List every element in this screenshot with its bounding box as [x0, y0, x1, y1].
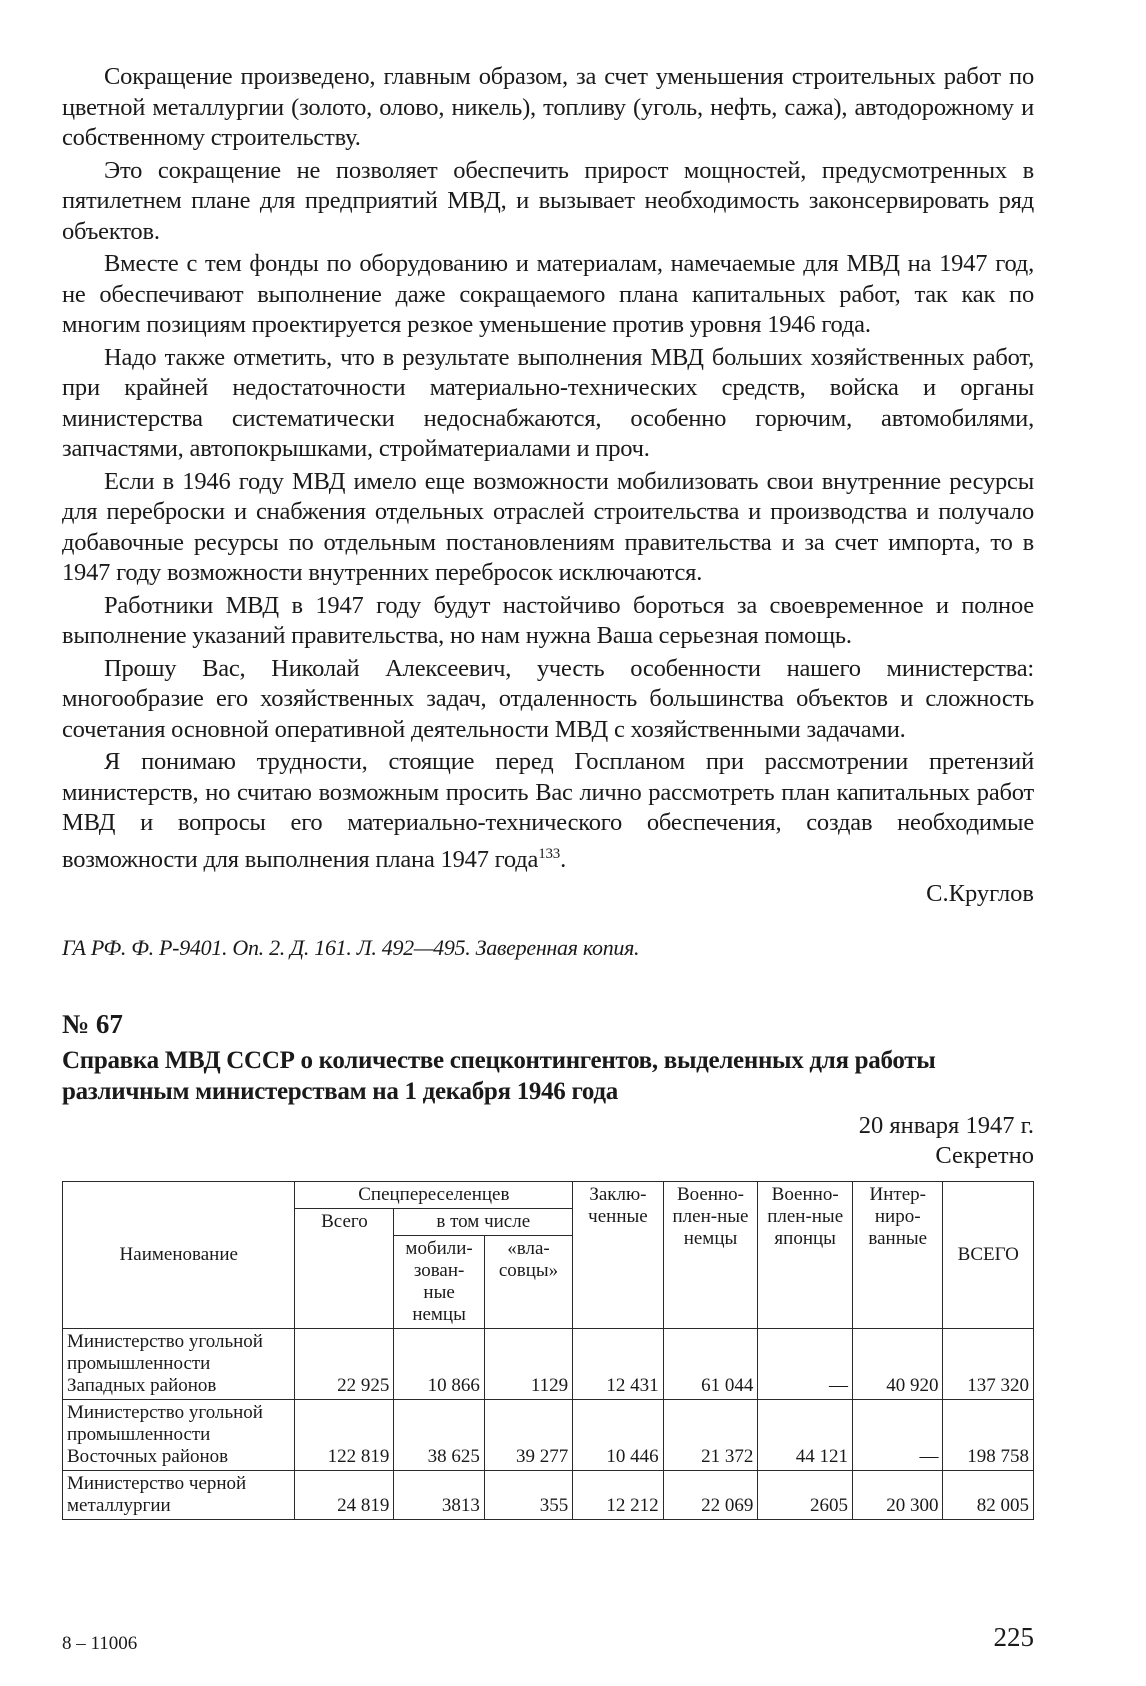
printer-signature-mark: 8 – 11006: [62, 1633, 138, 1654]
cell-internees: 40 920: [853, 1329, 943, 1400]
footnote-reference: 133: [538, 845, 561, 862]
cell-pow-germans: 22 069: [663, 1471, 758, 1520]
paragraph: Если в 1946 году МВД имело еще возможности мобилизовать свои внутренние ресурсы для переброски и снабжения отдельных отраслей строительства и производства и получало добавочные ресурсы по отдельным постановлениям правительства и за счет импорта, то в 1947 году возможности внутренних перебросок исключаются.: [62, 467, 1034, 586]
cell-prisoners: 12 212: [573, 1471, 663, 1520]
paragraph: Прошу Вас, Николай Алексеевич, учесть особенности нашего министерства: многообразие его хозяйственных задач, отдаленность большинства объектов и сложность сочетания основной оперативной деятельности МВД с хозяйственными задачами.: [62, 654, 1034, 743]
cell-mobilized-germans: 3813: [394, 1471, 484, 1520]
cell-total: 22 925: [295, 1329, 394, 1400]
cell-pow-japanese: —: [758, 1329, 853, 1400]
paragraph: Вместе с тем фонды по оборудованию и материалам, намечаемые для МВД на 1947 год, не обеспечивают выполнение даже сокращаемого плана капитальных работ, так как по многим позициям проектируется резкое уменьшение против уровня 1946 года.: [62, 250, 1034, 338]
document-67: [62, 1007, 1034, 1520]
table-row: [63, 1400, 1034, 1471]
header-name: Наименование: [63, 1182, 295, 1329]
header-including: в том числе: [394, 1209, 573, 1236]
cell-pow-japanese: 2605: [758, 1471, 853, 1520]
table-row: [63, 1329, 1034, 1400]
cell-pow-germans: 21 372: [663, 1400, 758, 1471]
row-name: Министерство угольной промышленности Восточных районов: [63, 1400, 295, 1471]
header-mobilized-germans: мобили-зован-ные немцы: [394, 1236, 484, 1329]
cell-vlasovtsy: 355: [484, 1471, 572, 1520]
cell-grand-total: 198 758: [943, 1400, 1034, 1471]
cell-grand-total: 82 005: [943, 1471, 1034, 1520]
cell-internees: —: [853, 1400, 943, 1471]
header-vlasovtsy: «вла-совцы»: [484, 1236, 572, 1329]
document-date: 20 января 1947 г.: [858, 1112, 1034, 1140]
letter-text: [62, 62, 1034, 961]
cell-pow-germans: 61 044: [663, 1329, 758, 1400]
paragraph: Надо также отметить, что в результате выполнения МВД больших хозяйственных работ, при крайней недостаточности материально-технических средств, войска и органы министерства систематически недоснабжаются, особенно горючим, автомобилями, запчастями, автопокрышками, стройматериалами и проч.: [62, 343, 1034, 462]
cell-total: 24 819: [295, 1471, 394, 1520]
header-special-settlers: Спецпереселенцев: [295, 1182, 573, 1209]
cell-grand-total: 137 320: [943, 1329, 1034, 1400]
cell-prisoners: 10 446: [573, 1400, 663, 1471]
header-prisoners: Заклю-ченные: [573, 1182, 663, 1329]
paragraph: Работники МВД в 1947 году будут настойчиво бороться за своевременное и полное выполнение указаний правительства, но нам нужна Ваша серьезная помощь.: [62, 591, 1034, 649]
page-body: [62, 62, 1034, 1520]
row-name: Министерство черной металлургии: [63, 1471, 295, 1520]
cell-prisoners: 12 431: [573, 1329, 663, 1400]
header-total: Всего: [295, 1209, 394, 1329]
cell-vlasovtsy: 39 277: [484, 1400, 572, 1471]
final-punctuation: .: [560, 845, 567, 873]
paragraph-final: [62, 747, 1034, 875]
cell-mobilized-germans: 10 866: [394, 1329, 484, 1400]
cell-internees: 20 300: [853, 1471, 943, 1520]
header-grand-total: ВСЕГО: [943, 1182, 1034, 1329]
cell-total: 122 819: [295, 1400, 394, 1471]
paragraph: Сокращение произведено, главным образом, за счет уменьшения строительных работ по цветной металлургии (золото, олово, никель), топливу (уголь, нефть, сажа), автодорожному и собственному строительству.: [62, 63, 1034, 151]
cell-pow-japanese: 44 121: [758, 1400, 853, 1471]
table-row: [63, 1471, 1034, 1520]
paragraph-text: Я понимаю трудности, стоящие перед Госпланом при рассмотрении претензий министерств, но считаю возможным просить Вас лично рассмотреть план капитальных работ МВД и вопросы его материально-технического обеспечения, создав необходимые возможности для выполнения плана 1947 года: [62, 748, 1034, 873]
header-internees: Интер-ниро-ванные: [853, 1182, 943, 1329]
header-pow-germans: Военно-плен-ные немцы: [663, 1182, 758, 1329]
special-contingents-table: [62, 1181, 1034, 1520]
page-number: 225: [993, 1622, 1034, 1652]
cell-mobilized-germans: 38 625: [394, 1400, 484, 1471]
header-pow-japanese: Военно-плен-ные японцы: [758, 1182, 853, 1329]
archive-source: ГА РФ. Ф. Р-9401. Оп. 2. Д. 161. Л. 492—495. Заверенная копия.: [62, 935, 640, 961]
classification-label: Секретно: [935, 1142, 1034, 1170]
document-title: Справка МВД СССР о количестве спецконтингентов, выделенных для работы различным министерствам на 1 декабря 1946 года: [62, 1047, 936, 1106]
paragraph: Это сокращение не позволяет обеспечить прирост мощностей, предусмотренных в пятилетнем плане для предприятий МВД, и вызывает необходимость законсервировать ряд объектов.: [62, 156, 1034, 245]
cell-vlasovtsy: 1129: [484, 1329, 572, 1400]
row-name: Министерство угольной промышленности Западных районов: [63, 1329, 295, 1400]
document-number: № 67: [62, 1009, 123, 1040]
signature: С.Круглов: [926, 880, 1034, 908]
